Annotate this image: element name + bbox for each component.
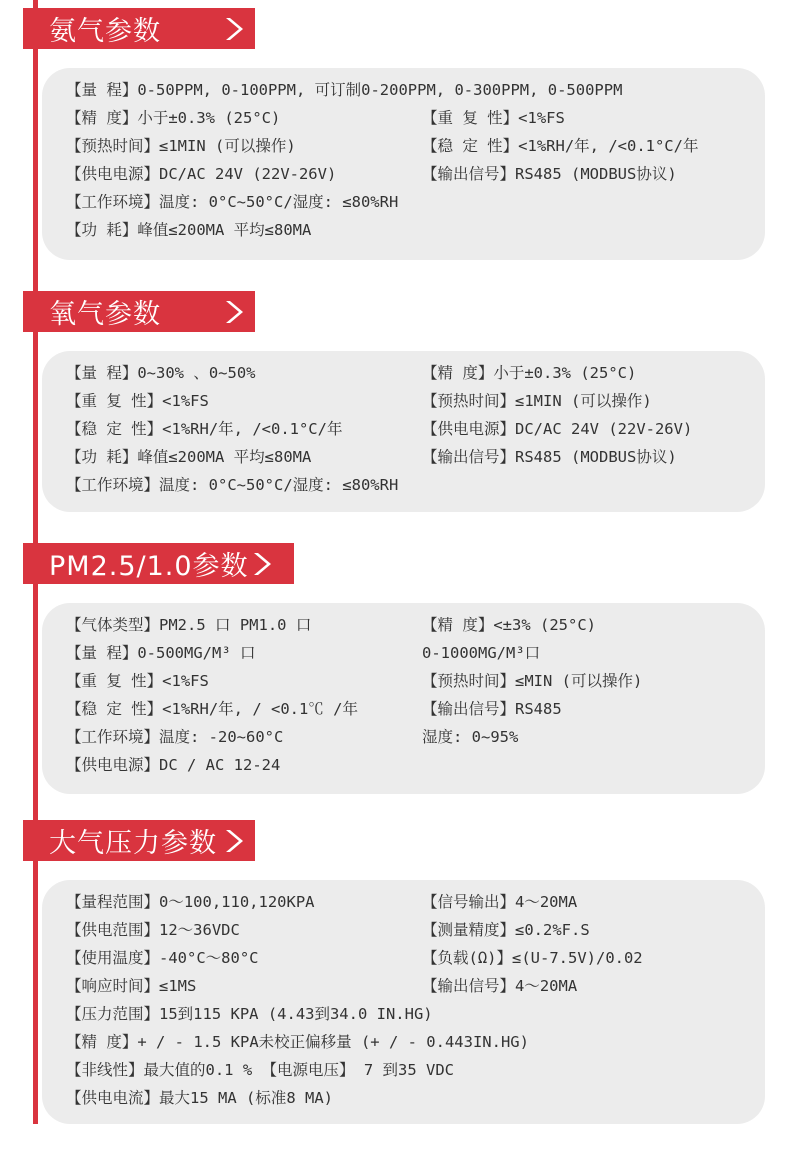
spec-row: 【精 度】+ / - 1.5 KPA未校正偏移量 (+ / - 0.443IN.HG)	[66, 1033, 529, 1051]
spec-row: 【供电电流】最大15 MA (标准8 MA)	[66, 1089, 333, 1107]
spec-row: 【量 程】0-50PPM, 0-100PPM, 可订制0-200PPM, 0-300PPM, 0-500PPM	[66, 81, 623, 99]
spec-panel	[42, 603, 765, 794]
spec-row: 【工作环境】温度: -20~60°C	[66, 728, 284, 746]
spec-row: 【气体类型】PM2.5 口 PM1.0 口	[66, 616, 312, 634]
spec-row: 【供电范围】12～36VDC	[66, 921, 240, 939]
section-oxygen	[0, 291, 790, 512]
section-header	[23, 543, 294, 584]
section-pressure	[0, 820, 790, 1124]
spec-row: 【供电电源】DC/AC 24V (22V-26V)	[422, 420, 693, 438]
spec-row: 【输出信号】4～20MA	[422, 977, 578, 995]
spec-row: 【精 度】小于±0.3% (25°C)	[422, 364, 637, 382]
section-header	[23, 820, 255, 861]
spec-row: 【工作环境】温度: 0°C~50°C/湿度: ≤80%RH	[66, 193, 399, 211]
spec-row: 【工作环境】温度: 0°C~50°C/湿度: ≤80%RH	[66, 476, 399, 494]
spec-row: 【输出信号】RS485 (MODBUS协议)	[422, 448, 677, 466]
section-header	[23, 291, 255, 332]
spec-row: 【量 程】0~30% 、0~50%	[66, 364, 256, 382]
section-title: PM2.5/1.0参数	[49, 551, 249, 582]
chevron-right-icon	[249, 552, 273, 576]
section-title: 大气压力参数	[49, 828, 217, 859]
spec-row: 【量 程】0-500MG/M³ 口	[66, 644, 256, 662]
section-pm	[0, 543, 790, 794]
spec-row: 【精 度】小于±0.3% (25°C)	[66, 109, 281, 127]
spec-row: 【预热时间】≤MIN (可以操作)	[422, 672, 643, 690]
spec-row: 【压力范围】15到115 KPA (4.43到34.0 IN.HG)	[66, 1005, 433, 1023]
spec-row: 0-1000MG/M³口	[422, 644, 541, 662]
chevron-right-icon	[221, 17, 245, 41]
spec-row: 【测量精度】≤0.2%F.S	[422, 921, 590, 939]
spec-row: 【重 复 性】<1%FS	[66, 392, 209, 410]
spec-row: 【输出信号】RS485 (MODBUS协议)	[422, 165, 677, 183]
spec-row: 【供电电源】DC / AC 12-24	[66, 756, 281, 774]
spec-row: 【供电电源】DC/AC 24V (22V-26V)	[66, 165, 337, 183]
spec-row: 【量程范围】0～100,110,120KPA	[66, 893, 315, 911]
spec-panel	[42, 68, 765, 260]
spec-row: 【输出信号】RS485	[422, 700, 562, 718]
spec-row: 【功 耗】峰值≤200MA 平均≤80MA	[66, 448, 312, 466]
spec-row: 【响应时间】≤1MS	[66, 977, 197, 995]
spec-row: 【稳 定 性】<1%RH/年, / <0.1℃ /年	[66, 700, 358, 718]
spec-row: 【功 耗】峰值≤200MA 平均≤80MA	[66, 221, 312, 239]
spec-row: 【使用温度】-40°C～80°C	[66, 949, 259, 967]
spec-row: 【稳 定 性】<1%RH/年, /<0.1°C/年	[422, 137, 699, 155]
spec-row: 【预热时间】≤1MIN (可以操作)	[66, 137, 296, 155]
section-title: 氨气参数	[49, 16, 161, 47]
spec-row: 湿度: 0~95%	[422, 728, 519, 746]
section-title: 氧气参数	[49, 299, 161, 330]
spec-row: 【重 复 性】<1%FS	[66, 672, 209, 690]
spec-row: 【信号输出】4～20MA	[422, 893, 578, 911]
spec-row: 【预热时间】≤1MIN (可以操作)	[422, 392, 652, 410]
spec-panel	[42, 351, 765, 512]
section-ammonia	[0, 8, 790, 260]
spec-row: 【负载(Ω)】≤(U-7.5V)/0.02	[422, 949, 643, 967]
spec-row: 【非线性】最大值的0.1 % 【电源电压】 7 到35 VDC	[66, 1061, 454, 1079]
chevron-right-icon	[221, 829, 245, 853]
spec-row: 【稳 定 性】<1%RH/年, /<0.1°C/年	[66, 420, 343, 438]
chevron-right-icon	[221, 300, 245, 324]
spec-row: 【精 度】<±3% (25°C)	[422, 616, 596, 634]
section-header	[23, 8, 255, 49]
spec-row: 【重 复 性】<1%FS	[422, 109, 565, 127]
spec-panel	[42, 880, 765, 1124]
